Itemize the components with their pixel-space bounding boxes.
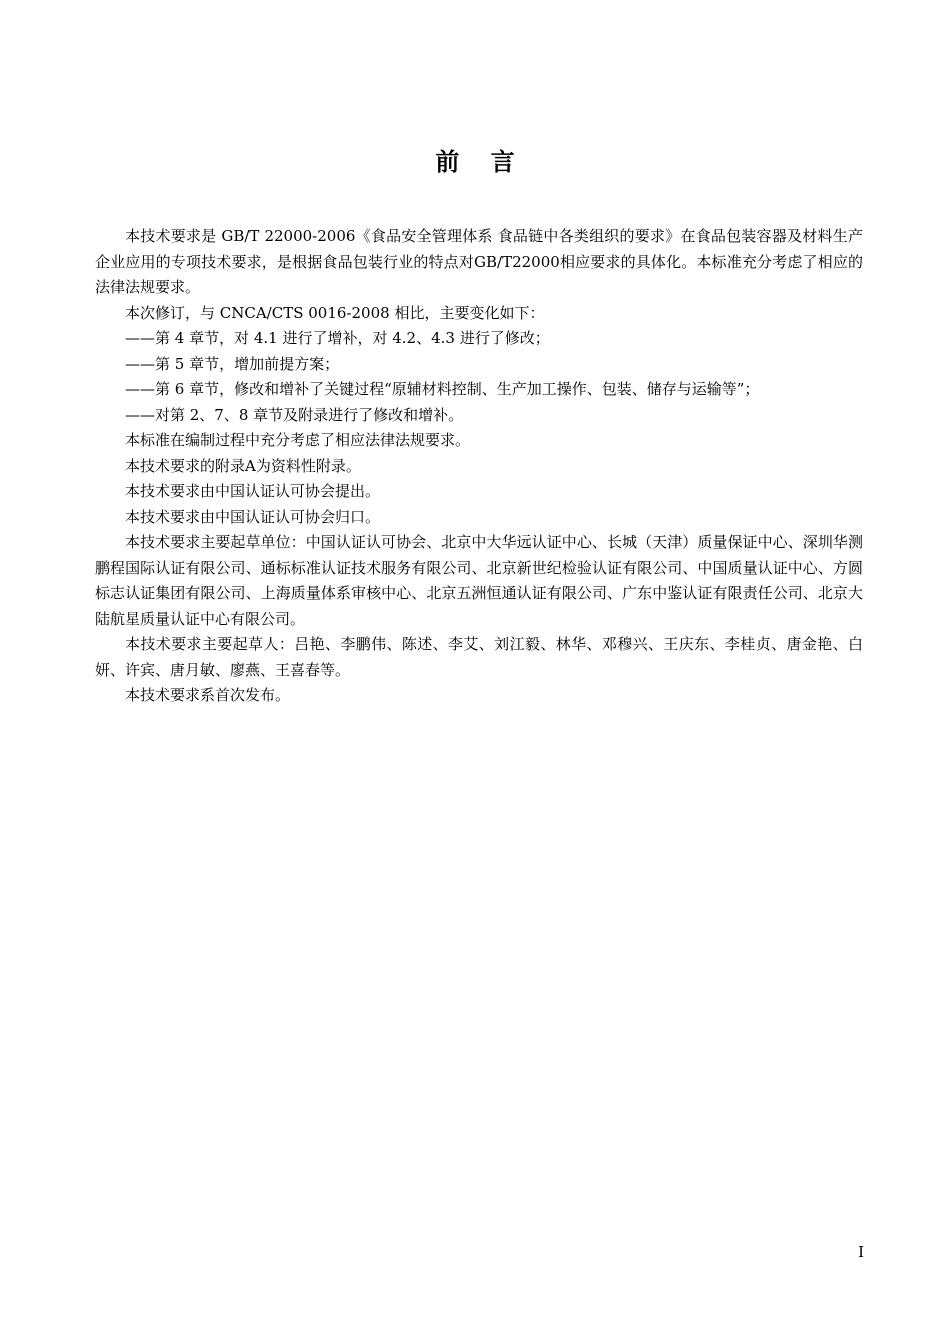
paragraph-scope: 本技术要求是 GB/T 22000-2006《食品安全管理体系 食品链中各类组织的要求》在食品包装容器及材料生产企业应用的专项技术要求，是根据食品包装行业的特点对GB/T22000相应要求的具体化。本标准充分考虑了相应的法律法规要求。 [95, 227, 863, 296]
paragraph-managed-by: 本技术要求由中国认证认可协会归口。 [125, 507, 381, 526]
paragraph-appendix-note: 本技术要求的附录A为资料性附录。 [125, 456, 361, 475]
paragraph-change-chapter-5: ——第 5 章节，增加前提方案； [125, 354, 340, 373]
paragraph-change-chapter-4: ——第 4 章节，对 4.1 进行了增补，对 4.2、4.3 进行了修改； [125, 329, 550, 347]
paragraph-proposed-by: 本技术要求由中国认证认可协会提出。 [125, 482, 381, 500]
paragraph-change-other-chapters: ——对第 2、7、8 章节及附录进行了修改和增补。 [125, 405, 464, 424]
paragraph-legal-requirements: 本标准在编制过程中充分考虑了相应法律法规要求。 [125, 431, 471, 449]
paragraph-revision-intro: 本次修订，与 CNCA/CTS 0016-2008 相比，主要变化如下： [125, 303, 545, 322]
paragraph-drafting-organizations: 本技术要求主要起草单位：中国认证认可协会、北京中大华远认证中心、长城（天津）质量保证中心、深圳华测鹏程国际认证有限公司、通标标准认证技术服务有限公司、北京新世纪检验认证有限公司、中国质量认证中心、方圆标志认证集团有限公司、上海质量体系审核中心、北京五洲恒通认证有限公司、广东中鉴认证有限责任公司、北京大陆航星质量认证中心有限公司。 [95, 533, 863, 628]
paragraph-first-release: 本技术要求系首次发布。 [125, 686, 291, 704]
foreword-body [95, 224, 863, 709]
paragraph-change-chapter-6: ——第 6 章节，修改和增补了关键过程“原辅材料控制、生产加工操作、包装、储存与运输等”； [125, 380, 760, 398]
page-title: 前言 [435, 148, 546, 176]
page-number: I [858, 1243, 864, 1261]
paragraph-drafters: 本技术要求主要起草人：吕艳、李鹏伟、陈述、李艾、刘江毅、林华、邓穆兴、王庆东、李桂贞、唐金艳、白妍、许宾、唐月敏、廖燕、王喜春等。 [95, 635, 863, 679]
